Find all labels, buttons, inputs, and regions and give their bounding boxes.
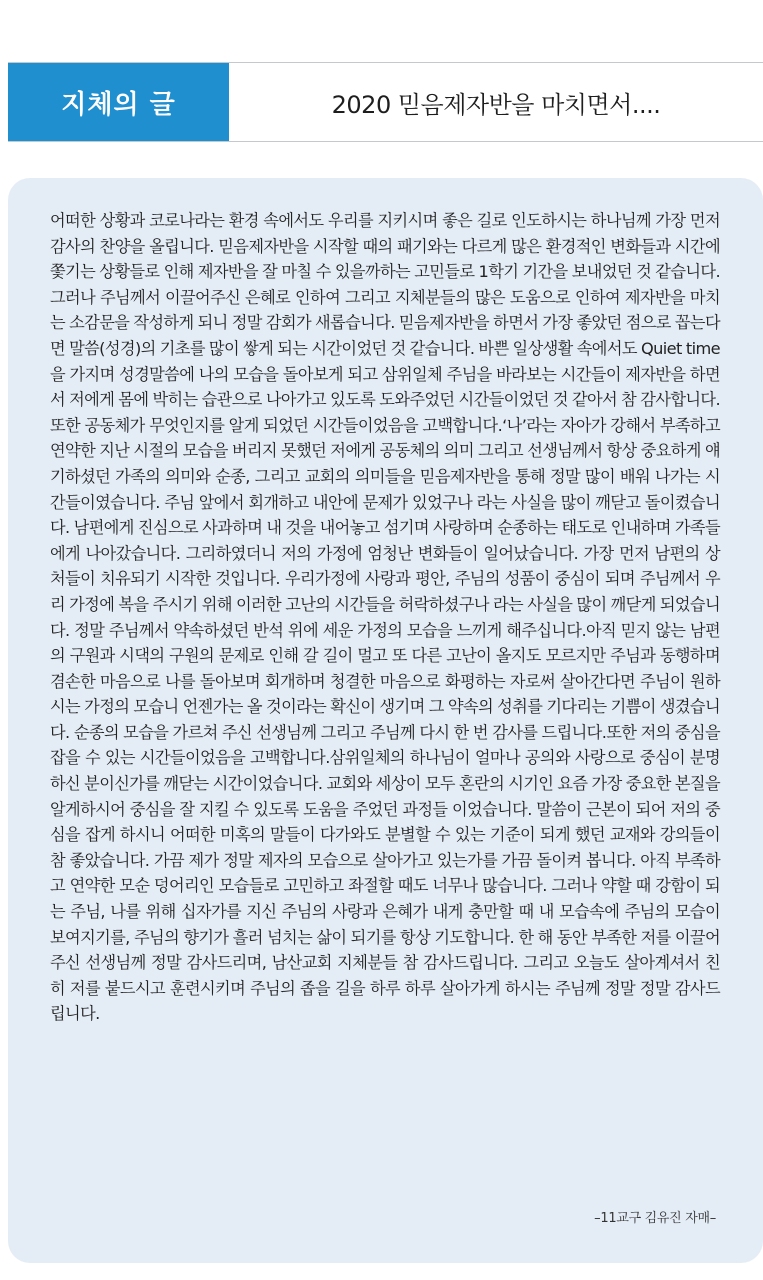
article-body: 어떠한 상황과 코로나라는 환경 속에서도 우리를 지키시며 좋은 길로 인도하시는 하나님께 가장 먼저 감사의 찬양을 올립니다. 믿음제자반을 시작할 때의 패기와는 다르게 많은 환경적인 변화들과 시간에 쫓기는 상황들로 인해 제자반을 잘 마칠 수 있을까하는 고민들로 1학기 기간을 보내었던 것 같습니다. 그러나 주님께서 이끌어주신 은혜로 인하여 그리고 지체분들의 많은 도움으로 인하여 제자반을 마치는 소감문을 작성하게 되니 정말 감회가 새롭습니다. 믿음제자반을 하면서 가장 좋았던 점으로 꼽는다면 말씀(성경)의 기초를 많이 쌓게 되는 시간이었던 것 같습니다. 바쁜 일상생활 속에서도 Quiet time을 가지며 성경말씀에 나의 모습을 돌아보게 되고 삼위일체 주님을 바라보는 시간들이 제자반을 하면서 저에게 몸에 박히는 습관으로 나아가고 있도록 도와주었던 시간들이었던 것 같아서 참 감사합니다. 또한 공동체가 무엇인지를 알게 되었던 시간들이었음을 고백합니다.‘나’라는 자아가 강해서 부족하고 연약한 지난 시절의 모습을 버리지 못했던 저에게 공동체의 의미 그리고 선생님께서 항상 중요하게 얘기하셨던 가족의 의미와 순종, 그리고 교회의 의미들을 믿음제자반을 통해 정말 많이 배워 나가는 시간들이였습니다. 주님 앞에서 회개하고 내안에 문제가 있었구나 라는 사실을 많이 깨닫고 돌이켰습니다. 남편에게 진심으로 사과하며 내 것을 내어놓고 섬기며 사랑하며 순종하는 태도로 인내하며 가족들에게 나아갔습니다. 그리하였더니 저의 가정에 엄청난 변화들이 일어났습니다. 가장 먼저 남편의 상처들이 치유되기 시작한 것입니다. 우리가정에 사랑과 평안, 주님의 성품이 중심이 되며 주님께서 우리 가정에 복을 주시기 위해 이러한 고난의 시간들을 허락하셨구나 라는 사실을 많이 깨닫게 되었습니다. 정말 주님께서 약속하셨던 반석 위에 세운 가정의 모습을 느끼게 해주십니다.아직 믿지 않는 남편의 구원과 시댁의 구원의 문제로 인해 갈 길이 멀고 또 다른 고난이 올지도 모르지만 주님과 동행하며 겸손한 마음으로 나를 돌아보며 회개하며 청결한 마음으로 화평하는 자로써 살아간다면 주님이 원하시는 가정의 모습니 언젠가는 올 것이라는 확신이 생기며 그 약속의 성취를 기다리는 기쁨이 생겼습니다. 순종의 모습을 가르쳐 주신 선생님께 그리고 주님께 다시 한 번 감사를 드립니다.또한 저의 중심을 잡을 수 있는 시간들이었음을 고백합니다.삼위일체의 하나님이 얼마나 공의와 사랑으로 중심이 분명하신 분이신가를 깨닫는 시간이었습니다. 교회와 세상이 모두 혼란의 시기인 요즘 가장 중요한 본질을 알게하시어 중심을 잘 지킬 수 있도록 도움을 주었던 과정들 이었습니다. 말씀이 근본이 되어 저의 중심을 잡게 하시니 어떠한 미혹의 말들이 다가와도 분별할 수 있는 기준이 되게 했던 교재와 강의들이 참 좋았습니다. 가끔 제가 정말 제자의 모습으로 살아가고 있는가를 가끔 돌이켜 봅니다. 아직 부족하고 연약한 모순 덩어리인 모습들로 고민하고 좌절할 때도 너무나 많습니다. 그러나 약할 때 강함이 되는 주님, 나를 위해 십자가를 지신 주님의 사랑과 은혜가 내게 충만할 때 내 모습속에 주님의 모습이 보여지기를, 주님의 향기가 흘러 넘치는 삶이 되기를 항상 기도합니다. 한 해 동안 부족한 저를 이끌어 주신 선생님께 정말 감사드리며, 남산교회 지체분들 참 감사드립니다. 그리고 오늘도 살아계셔서 친히 저를 붙드시고 훈련시키며 주님의 좁을 길을 하루 하루 살아가게 하시는 주님께 정말 정말 감사드립니다.: [50, 211, 720, 1024]
article-header: [8, 62, 763, 142]
page-title: 2020 믿음제자반을 마치면서....: [331, 90, 661, 119]
author-signature: –11교구 김유진 자매–: [594, 1211, 716, 1226]
section-tab: [8, 63, 229, 141]
section-tab-label: 지체의 글: [61, 89, 176, 120]
